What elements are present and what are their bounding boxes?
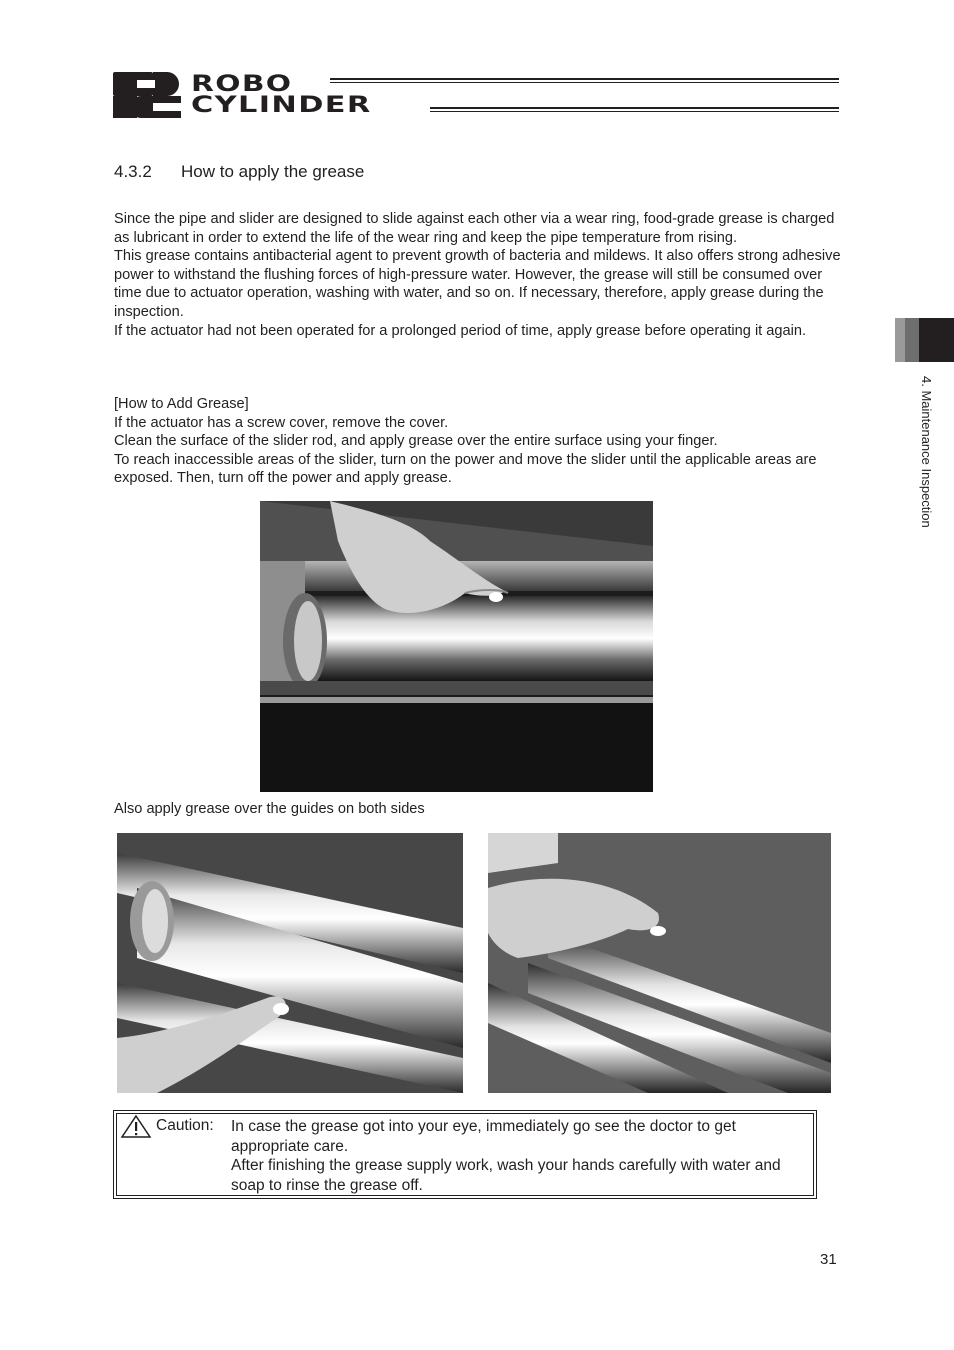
section-number: 4.3.2 <box>114 162 152 181</box>
caution-text <box>231 1117 811 1195</box>
side-tab-marker <box>905 318 919 362</box>
caution-line: In case the grease got into your eye, immediately go see the doctor to get appropriate care. <box>231 1118 736 1155</box>
how-to-section <box>114 395 844 488</box>
caution-line: After finishing the grease supply work, wash your hands carefully with water and soap to rinse the grease off. <box>231 1157 781 1194</box>
how-to-step: To reach inaccessible areas of the slider, turn on the power and move the slider until the applicable areas are exposed. Then, turn off the power and apply grease. <box>114 451 817 487</box>
side-tab-marker <box>919 318 954 362</box>
intro-paragraph: If the actuator had not been operated for a prolonged period of time, apply grease before operating it again. <box>114 322 807 339</box>
section-title: How to apply the grease <box>181 162 365 181</box>
photo-grease-slider-rod <box>260 501 653 792</box>
intro-paragraph: This grease contains antibacterial agent to prevent growth of bacteria and mildews. It also offers strong adhesive power to withstand the flushing forces of high-pressure water. However, the grease will still be consumed over time due to actuator operation, washing with water, and so on. If necessary, therefore, apply grease during the inspection. <box>114 248 841 320</box>
photo-grease-right-guide <box>488 833 831 1093</box>
how-to-heading: [How to Add Grease] <box>114 396 249 412</box>
header-rule <box>430 111 839 112</box>
intro-text <box>114 210 844 340</box>
side-tab-label: 4. Maintenance Inspection <box>919 376 934 528</box>
caution-label: Caution: <box>156 1117 214 1134</box>
intro-paragraph: Since the pipe and slider are designed to slide against each other via a wear ring, food-grade grease is charged as lubricant in order to extend the life of the wear ring and keep the pipe temperature from rising. <box>114 211 835 246</box>
header-rule <box>430 107 839 109</box>
header-rule <box>330 78 839 80</box>
warning-triangle-icon <box>121 1115 151 1138</box>
page-number: 31 <box>820 1251 837 1268</box>
rc-logo-mark <box>113 70 185 120</box>
logo-text-cylinder: CYLINDER <box>191 93 372 118</box>
header-rule <box>330 82 839 83</box>
guides-caption: Also apply grease over the guides on both sides <box>114 801 425 817</box>
how-to-step: Clean the surface of the slider rod, and apply grease over the entire surface using your finger. <box>114 433 718 450</box>
logo-text-robo: ROBO <box>191 72 293 97</box>
how-to-step: If the actuator has a screw cover, remove the cover. <box>114 414 449 431</box>
photo-grease-left-guide <box>117 833 463 1093</box>
